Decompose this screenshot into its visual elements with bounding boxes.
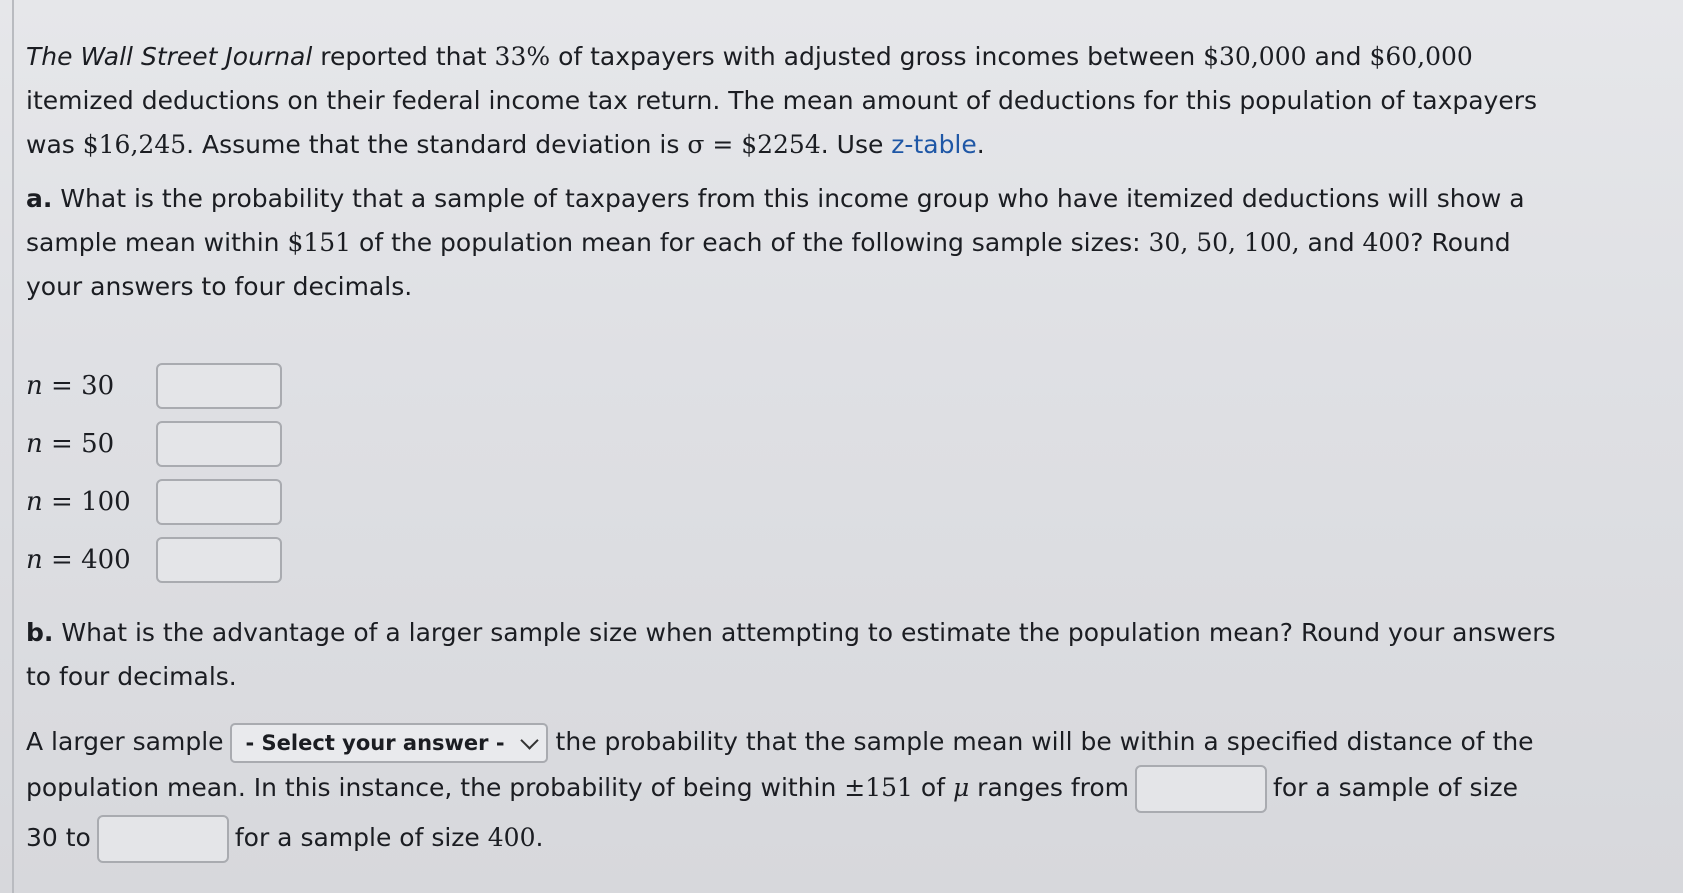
range-high-input[interactable] (97, 815, 229, 863)
largest-size: 400 (1362, 228, 1411, 257)
answer-input-n30[interactable] (156, 363, 282, 409)
part-a-letter: a. (26, 184, 53, 213)
answer-row-n30 (26, 360, 282, 412)
sentence-line-3: 30 to for a sample of size 400. (26, 812, 543, 864)
part-a-line-1: a. What is the probability that a sample of taxpayers from this income group who have itemized deductions will show a (26, 184, 1525, 213)
part-b-letter: b. (26, 618, 54, 647)
sentence-line-1: A larger sample - Select your answer - the probability that the sample mean will be within a specified distance of the (26, 716, 1534, 768)
answer-input-n400[interactable] (156, 537, 282, 583)
answer-label: n = 100 (26, 487, 131, 517)
answer-row-n50 (26, 418, 282, 470)
answer-select[interactable] (230, 723, 548, 763)
answer-label: n = 30 (26, 371, 115, 401)
range-low-input[interactable] (1135, 765, 1267, 813)
answer-label: n = 400 (26, 545, 131, 575)
answer-row-n400 (26, 534, 282, 586)
sigma-expression: σ = $2254 (687, 130, 821, 159)
answer-label: n = 50 (26, 429, 115, 459)
sentence-line-2: population mean. In this instance, the probability of being within ±151 of μ ranges from for a sample of size (26, 762, 1518, 814)
source-name: The Wall Street Journal (26, 42, 313, 71)
percent-value: 33% (494, 42, 551, 71)
part-a-line-2: sample mean within $151 of the population mean for each of the following sample sizes: 30, 50, 100, and 400? Round (26, 228, 1511, 257)
z-table-link[interactable]: z-table (891, 130, 977, 159)
sample-sizes: 30, 50, 100, (1148, 228, 1300, 257)
plus-minus-value: ±151 (844, 773, 913, 802)
part-b-line-1: b. What is the advantage of a larger sample size when attempting to estimate the population mean? Round your answers (26, 618, 1556, 647)
within-amount: $151 (287, 228, 352, 257)
answer-input-n50[interactable] (156, 421, 282, 467)
answer-row-n100 (26, 476, 282, 528)
select-placeholder: - Select your answer - (245, 731, 505, 755)
income-high: $60,000 (1369, 42, 1473, 71)
answer-input-n100[interactable] (156, 479, 282, 525)
left-divider (12, 0, 14, 893)
chevron-down-icon (520, 731, 538, 749)
final-size: 400 (487, 823, 536, 852)
part-a-line-3: your answers to four decimals. (26, 272, 413, 301)
intro-line-2: itemized deductions on their federal income tax return. The mean amount of deductions for this population of taxpayers (26, 86, 1538, 115)
income-low: $30,000 (1203, 42, 1307, 71)
part-b-line-2: to four decimals. (26, 662, 237, 691)
intro-line-1: The Wall Street Journal reported that 33% of taxpayers with adjusted gross incomes between $30,000 and $60,000 (26, 42, 1473, 71)
intro-line-3: was $16,245. Assume that the standard deviation is σ = $2254. Use z-table. (26, 130, 985, 159)
mean-value: $16,245 (82, 130, 187, 159)
mu-symbol: μ (952, 773, 970, 802)
